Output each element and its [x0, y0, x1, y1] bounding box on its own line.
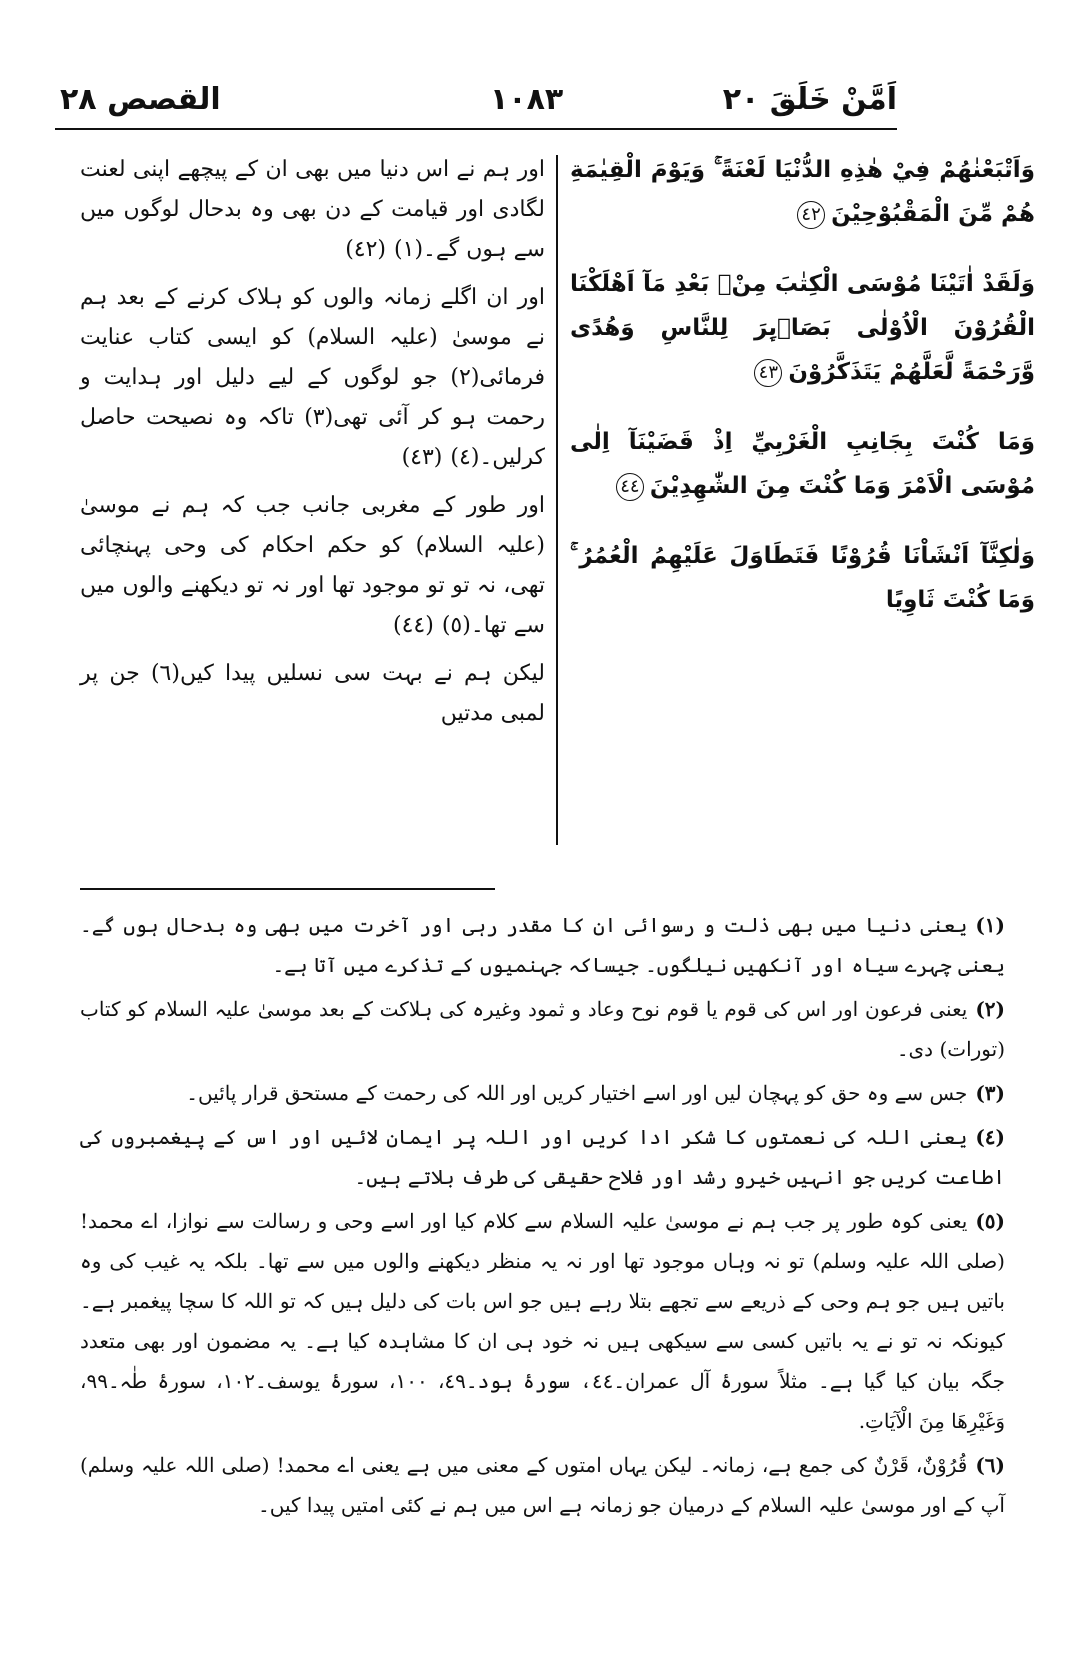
footnote-text: جس سے وہ حق کو پہچان لیں اور اسے اختیار کریں اور اللہ کی رحمت کے مستحق قرار پائیں۔: [186, 1081, 968, 1105]
column-divider: [556, 155, 558, 845]
footnote-rule: [80, 888, 495, 890]
footnotes: [80, 905, 1005, 1529]
arabic-verse-text: وَلَقَدْ اٰتَيْنَا مُوْسَى الْكِتٰبَ مِنْۢ بَعْدِ مَآ اَهْلَكْنَا الْقُرُوْنَ الْاُوْلٰى بَصَاۗىِٕرَ لِلنَّاسِ وَهُدًى وَّرَحْمَةً لَّعَلَّهُمْ يَتَذَكَّرُوْنَ: [570, 271, 1035, 385]
footnote: [80, 1201, 1005, 1441]
footnote: [80, 1445, 1005, 1525]
arabic-verse: [570, 262, 1035, 394]
arabic-column: [570, 148, 1035, 622]
urdu-translation-text: اور طور کے مغربی جانب جب کہ ہم نے موسیٰ (علیہ السلام) کو حکم احکام کی وحی پہنچائی تھی، نہ تو تو موجود تھا اور نہ تو دیکھنے والوں میں سے تھا۔(٥): [80, 493, 545, 638]
footnote-text: یعنی اللہ کی نعمتوں کا شکر ادا کریں اور اللہ پر ایمان لائیں اور اس کے پیغمبروں کی اطاعت کریں جو انہیں خیرو رشد اور فلاح حقیقی کی طرف بلاتے ہیں۔: [80, 1125, 1005, 1189]
footnote-number: (٥): [975, 1209, 1005, 1233]
urdu-translation-text: اور ان اگلے زمانہ والوں کو ہلاک کرنے کے بعد ہم نے موسیٰ (علیہ السلام) کو ایسی کتاب عنایت فرمائی(٢) جو لوگوں کے لیے دلیل اور ہدایت و رحمت ہو کر آئی تھی(٣) تاکہ وہ نصیحت حاصل کرلیں۔(٤): [80, 285, 545, 470]
footnote: [80, 1073, 1005, 1113]
footnote-number: (٢): [975, 997, 1005, 1021]
ayah-number-marker: ٤٤: [616, 473, 644, 501]
footnote-text: یعنی فرعون اور اس کی قوم یا قوم نوح وعاد و ثمود وغیرہ کی ہلاکت کے بعد موسیٰ علیہ السلام کو کتاب (تورات) دی۔: [80, 997, 1005, 1061]
arabic-verse-text: وَاَتْبَعْنٰهُمْ فِيْ هٰذِهِ الدُّنْيَا لَعْنَةً ۚ وَيَوْمَ الْقِيٰمَةِ هُمْ مِّنَ الْمَقْبُوْحِيْنَ: [570, 157, 1035, 227]
footnote-text: یعنی کوہ طور پر جب ہم نے موسیٰ علیہ السلام سے کلام کیا اور اسے وحی و رسالت سے نوازا، اے محمد! (صلی اللہ علیہ وسلم) تو نہ وہاں موجود تھا اور نہ یہ منظر دیکھنے والوں میں سے تھا۔ بلکہ یہ غیب کی وہ باتیں ہیں جو ہم وحی کے ذریعے سے تجھے بتلا رہے ہیں جو اس بات کی دلیل ہیں کہ تو اللہ کا سچا پیغمبر ہے۔ کیونکہ نہ تو نے یہ باتیں کسی سے سیکھی ہیں نہ خود ہی ان کا مشاہدہ کیا ہے۔ یہ مضمون اور بھی متعدد جگہ بیان کیا گیا ہے۔ مثلاً سورۂ آل عمران۔٤٤، سورۂ ہود۔٤٩، ١٠٠، سورۂ یوسف۔١٠٢، سورۂ طٰہ۔٩٩، وَغَيْرِهَا مِنَ الْآيَاتِ.: [80, 1209, 1006, 1433]
urdu-translation: [80, 654, 545, 734]
urdu-translation-column: [80, 150, 545, 734]
ayah-number-marker: ٤٣: [754, 359, 782, 387]
header-rule: [55, 128, 897, 130]
urdu-translation: [80, 150, 545, 270]
verse-number: (٤٣): [401, 445, 443, 470]
footnote: [80, 905, 1005, 985]
urdu-translation: [80, 486, 545, 646]
footnote-text: قُرُوْنٌ، قَرْنٌ کی جمع ہے، زمانہ۔ لیکن یہاں امتوں کے معنی میں ہے یعنی اے محمد! (صلی اللہ علیہ وسلم) آپ کے اور موسیٰ علیہ السلام کے درمیان جو زمانہ ہے اس میں ہم نے کئی امتیں پیدا کیں۔: [80, 1453, 1005, 1517]
footnote-number: (٣): [975, 1081, 1005, 1105]
arabic-verse: [570, 534, 1035, 622]
footnote-text: یعنی دنیا میں بھی ذلت و رسوائی ان کا مقدر رہی اور آخرت میں بھی وہ بدحال ہوں گے۔ یعنی چہرے سیاہ اور آنکھیں نیلگوں۔ جیساکہ جہنمیوں کے تذکرے میں آتا ہے۔: [80, 913, 1005, 977]
footnote: [80, 989, 1005, 1069]
juz-title: اَمَّنْ خَلَقَ ٢٠: [722, 82, 897, 117]
ayah-number-marker: ٤٢: [797, 201, 825, 229]
footnote-number: (١): [975, 913, 1005, 937]
urdu-translation-text: لیکن ہم نے بہت سی نسلیں پیدا کیں(٦) جن پر لمبی مدتیں: [80, 661, 545, 726]
arabic-verse-text: وَمَا كُنْتَ بِجَانِبِ الْغَرْبِيِّ اِذْ قَضَيْنَآ اِلٰى مُوْسَى الْاَمْرَ وَمَا كُنْتَ مِنَ الشّٰهِدِيْنَ: [570, 429, 1035, 499]
arabic-verse: [570, 420, 1035, 508]
verse-number: (٤٢): [345, 237, 387, 262]
verse-number: (٤٤): [392, 613, 434, 638]
footnote: [80, 1117, 1005, 1197]
footnote-number: (٤): [975, 1125, 1005, 1149]
arabic-verse-text: وَلٰكِنَّآ اَنْشَاْنَا قُرُوْنًا فَتَطَاوَلَ عَلَيْهِمُ الْعُمُرُ ۚ وَمَا كُنْتَ ثَاوِيًا: [570, 543, 1035, 613]
page-number: ١٠٨٣: [490, 82, 564, 117]
surah-title: القصص ٢٨: [60, 82, 221, 117]
footnote-number: (٦): [975, 1453, 1005, 1477]
urdu-translation-text: اور ہم نے اس دنیا میں بھی ان کے پیچھے اپنی لعنت لگادی اور قیامت کے دن بھی وہ بدحال لوگوں میں سے ہوں گے۔(١): [80, 157, 545, 262]
urdu-translation: [80, 278, 545, 478]
arabic-verse: [570, 148, 1035, 236]
